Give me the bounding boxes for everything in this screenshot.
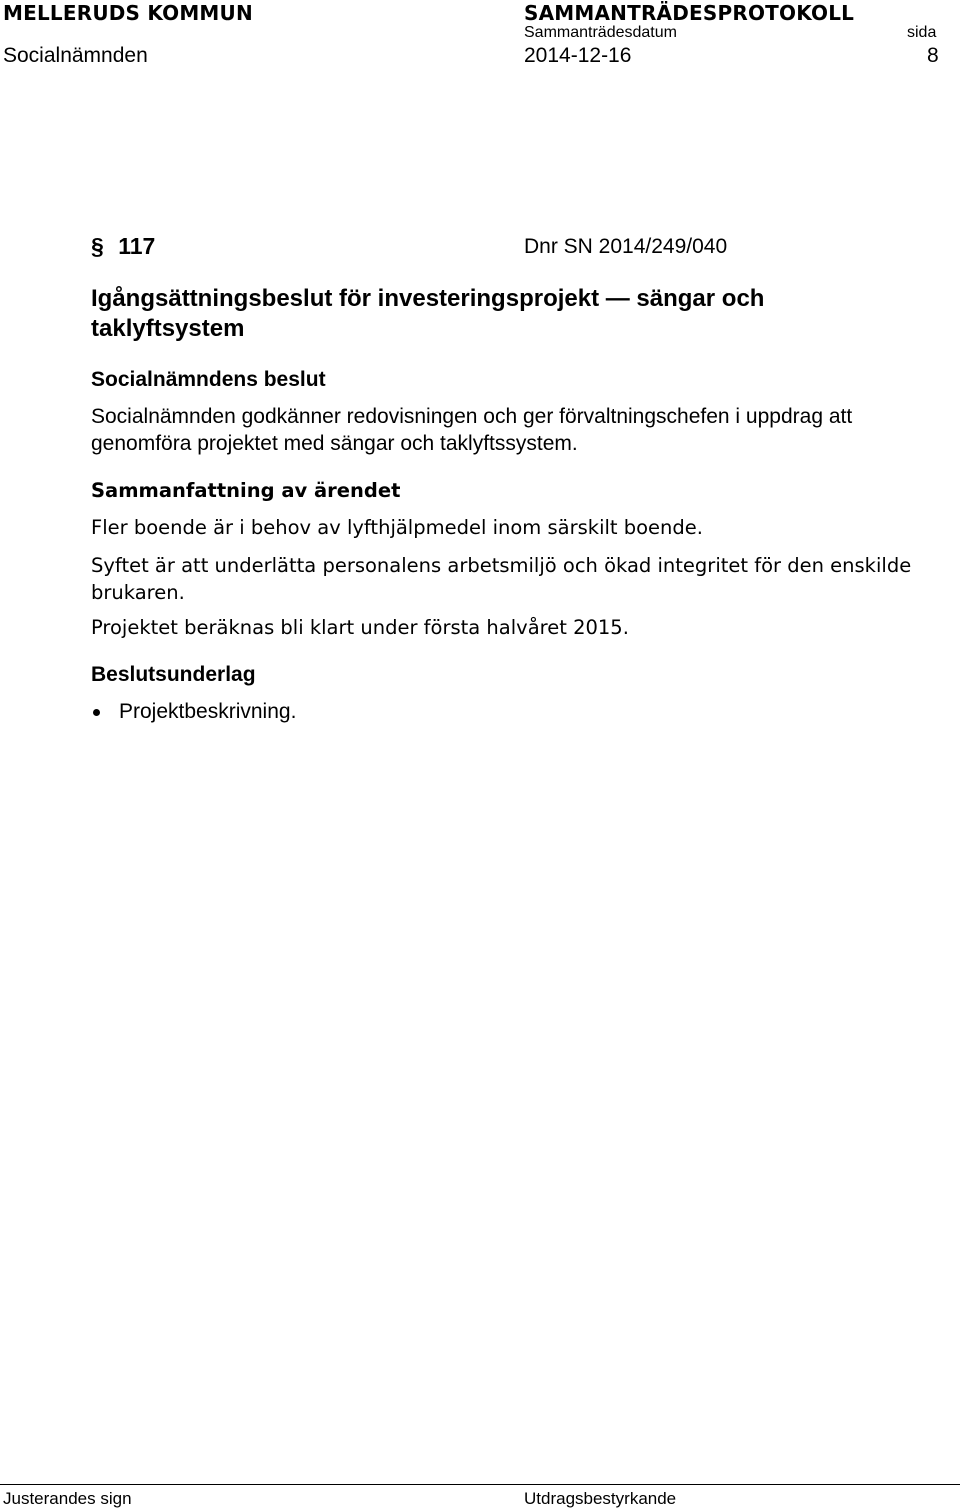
- decision-text-line-1: Socialnämnden godkänner redovisningen och ger förvaltningschefen i uppdrag att: [91, 405, 853, 428]
- basis-item: Projektbeskrivning.: [119, 700, 297, 723]
- section-number: 117: [118, 233, 156, 259]
- section-heading: [91, 233, 155, 260]
- footer-certification-label: Utdragsbestyrkande: [524, 1489, 677, 1508]
- bullet-icon: [93, 709, 100, 716]
- summary-paragraph-1: Fler boende är i behov av lyfthjälpmedel inom särskilt boende.: [91, 516, 703, 539]
- footer-divider: [0, 1484, 960, 1485]
- page-title-line-1: Igångsättningsbeslut för investeringsprojekt — sängar och: [91, 285, 765, 312]
- committee-name: Socialnämnden: [3, 44, 148, 67]
- org-name: MELLERUDS KOMMUN: [3, 1, 253, 25]
- page-title-line-2: taklyftsystem: [91, 315, 245, 342]
- decision-heading: Socialnämndens beslut: [91, 368, 326, 391]
- case-number: Dnr SN 2014/249/040: [524, 235, 728, 258]
- basis-heading: Beslutsunderlag: [91, 663, 256, 686]
- summary-paragraph-2-line-1: Syftet är att underlätta personalens arbetsmiljö och ökad integritet för den enskilde: [91, 554, 912, 577]
- meeting-date-label: Sammanträdesdatum: [524, 24, 677, 41]
- summary-heading: Sammanfattning av ärendet: [91, 479, 401, 502]
- summary-paragraph-2-line-2: brukaren.: [91, 581, 185, 604]
- page-number: 8: [927, 44, 939, 67]
- summary-paragraph-3: Projektet beräknas bli klart under första halvåret 2015.: [91, 616, 629, 639]
- paragraph-symbol: §: [91, 233, 104, 259]
- decision-text-line-2: genomföra projektet med sängar och taklyftssystem.: [91, 432, 578, 455]
- page-label: sida: [907, 24, 937, 41]
- meeting-date: 2014-12-16: [524, 44, 632, 67]
- footer-signature-label: Justerandes sign: [3, 1489, 132, 1508]
- document-type: SAMMANTRÄDESPROTOKOLL: [524, 1, 855, 25]
